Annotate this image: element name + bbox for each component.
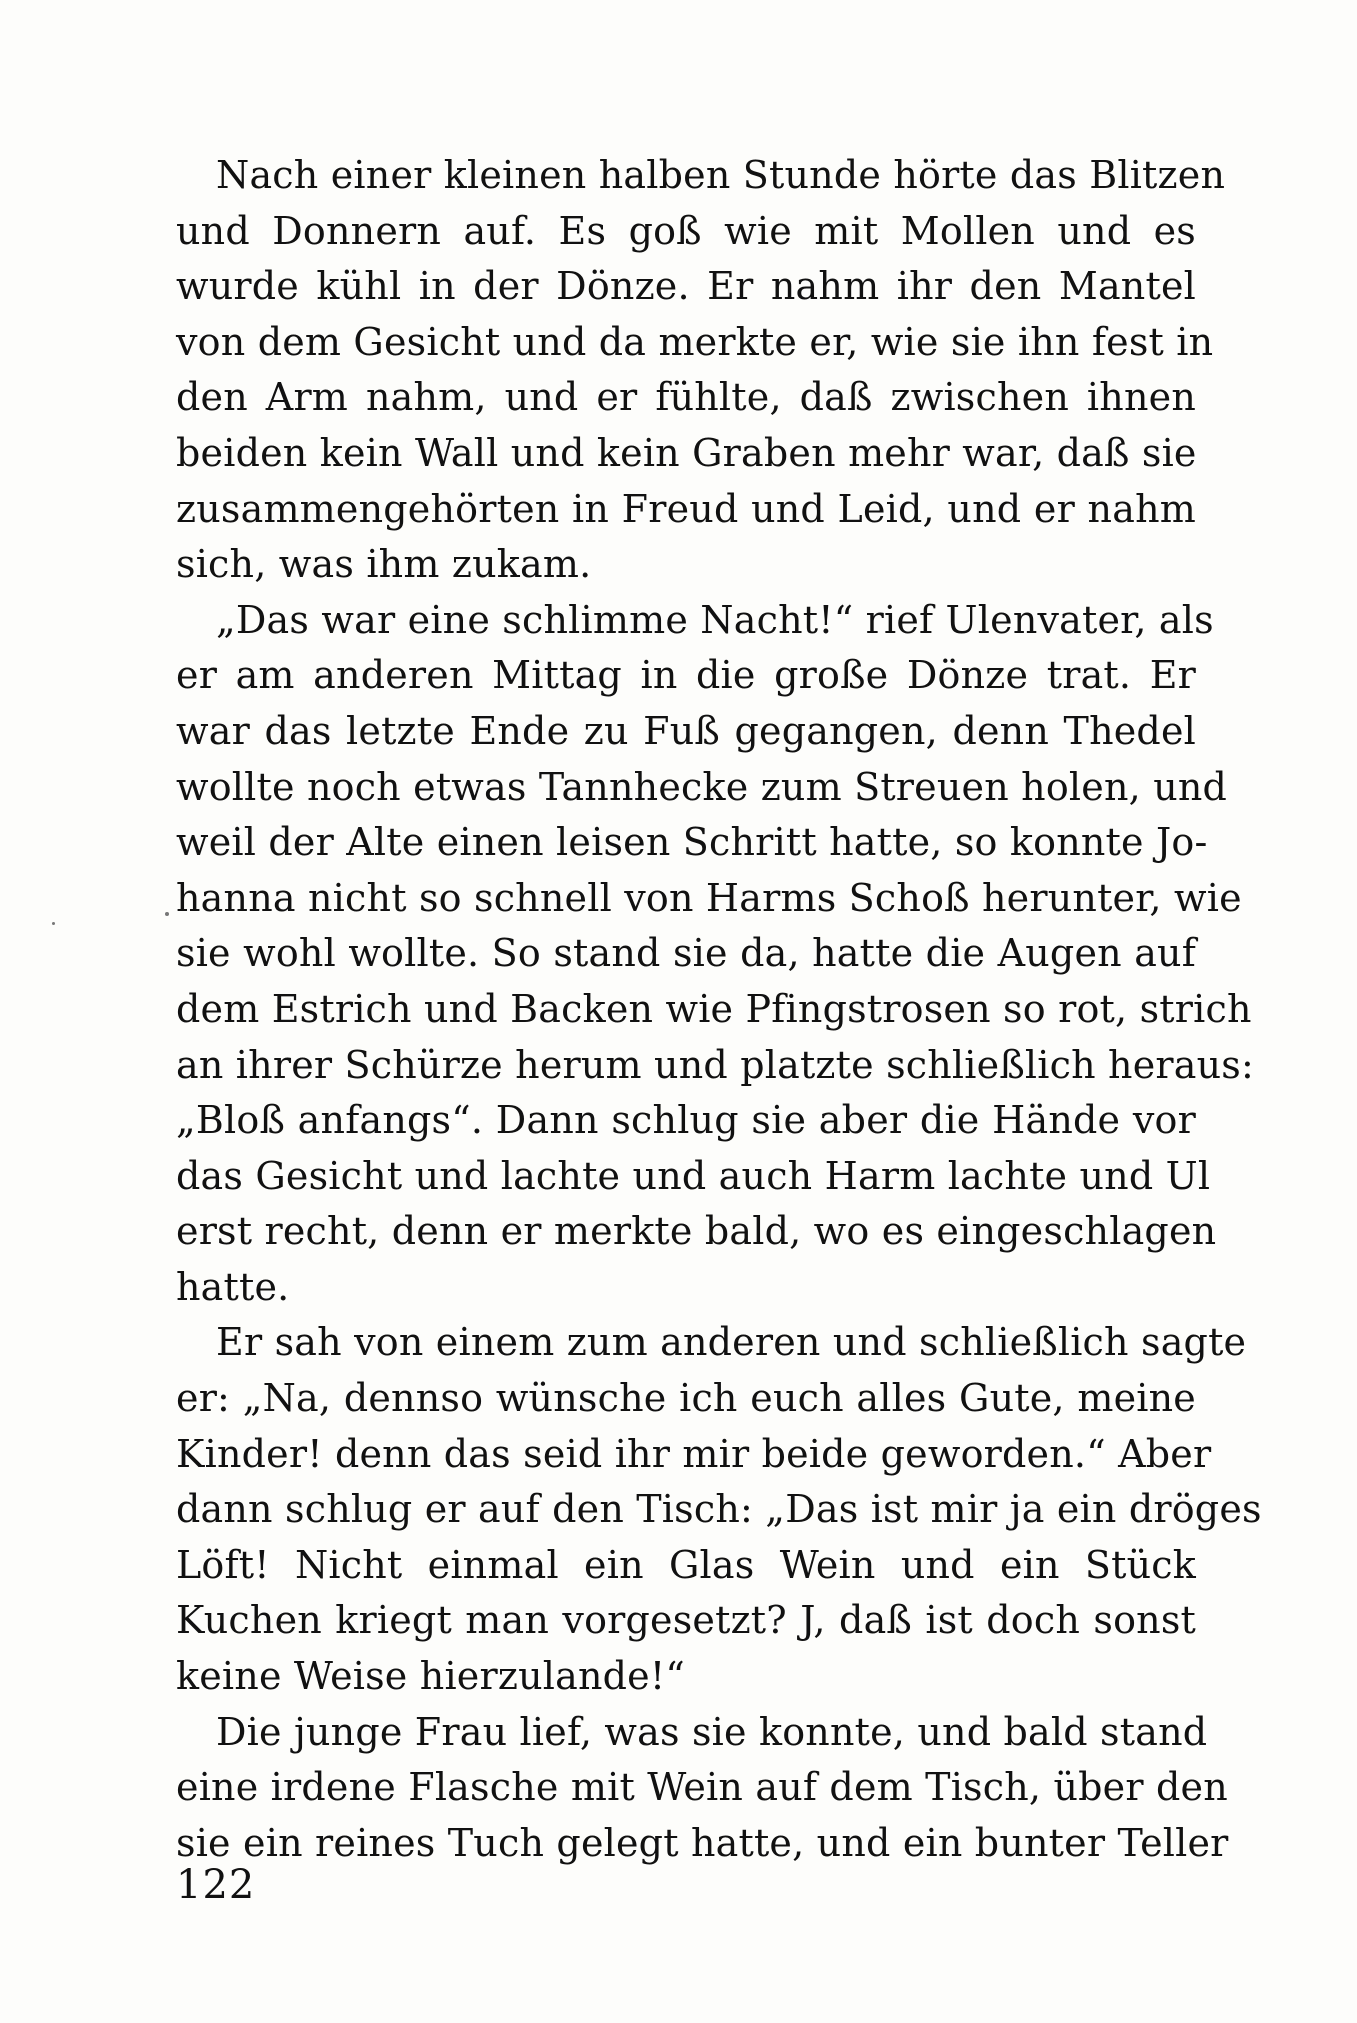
text-line: hatte.: [176, 1264, 290, 1309]
text-line: sie wohl wollte. So stand sie da, hatte die Augen auf: [176, 931, 1196, 976]
page-number: 122: [176, 1862, 256, 1908]
text-line: an ihrer Schürze herum und platzte schließlich heraus:: [176, 1042, 1255, 1087]
text-line: beiden kein Wall und kein Graben mehr war, daß sie: [176, 430, 1197, 475]
text-line: Löft! Nicht einmal ein Glas Wein und ein Stück: [176, 1542, 1196, 1587]
text-line: dann schlug er auf den Tisch: „Das ist mir ja ein dröges: [176, 1487, 1262, 1532]
text-line: erst recht, denn er merkte bald, wo es eingeschlagen: [176, 1209, 1217, 1254]
text-line: Nach einer kleinen halben Stunde hörte das Blitzen: [216, 153, 1226, 197]
text-line: wollte noch etwas Tannhecke zum Streuen holen, und: [176, 764, 1228, 809]
text-line: dem Estrich und Backen wie Pfingstrosen so rot, strich: [176, 986, 1252, 1031]
text-line: sich, was ihm zukam.: [176, 542, 592, 587]
text-line: Er sah von einem zum anderen und schließlich sagte: [216, 1320, 1247, 1365]
paper-speck: [165, 912, 169, 916]
text-line: weil der Alte einen leisen Schritt hatte, so konnte Jo-: [176, 820, 1208, 865]
text-line: eine irdene Flasche mit Wein auf dem Tisch, über den: [176, 1765, 1228, 1810]
text-line: er: „Na, dennso wünsche ich euch alles Gute, meine: [176, 1376, 1196, 1421]
text-line: das Gesicht und lachte und auch Harm lachte und Ul: [176, 1153, 1211, 1198]
text-line: Die junge Frau lief, was sie konnte, und bald stand: [216, 1709, 1208, 1754]
paragraph-4: [176, 1705, 1229, 1872]
text-line: „Das war eine schlimme Nacht!“ rief Ulenvater, als: [216, 597, 1214, 642]
text-line: hanna nicht so schnell von Harms Schoß herunter, wie: [176, 875, 1242, 920]
paragraph-2: [176, 593, 1255, 1316]
text-line: keine Weise hierzulande!“: [176, 1654, 685, 1699]
text-line: war das letzte Ende zu Fuß gegangen, denn Thedel: [176, 708, 1196, 753]
paragraph-3: [176, 1315, 1262, 1704]
text-line: zusammengehörten in Freud und Leid, und er nahm: [176, 486, 1196, 531]
text-line: Kuchen kriegt man vorgesetzt? J, daß ist doch sonst: [176, 1598, 1196, 1643]
text-line: den Arm nahm, und er fühlte, daß zwischen ihnen: [176, 375, 1196, 420]
body-text: [176, 148, 1262, 1871]
paragraph-1: [176, 148, 1226, 593]
text-line: sie ein reines Tuch gelegt hatte, und ein bunter Teller: [176, 1820, 1229, 1865]
text-line: Kinder! denn das seid ihr mir beide geworden.“ Aber: [176, 1431, 1212, 1476]
text-line: er am anderen Mittag in die große Dönze trat. Er: [176, 653, 1196, 698]
text-line: von dem Gesicht und da merkte er, wie sie ihn fest in: [176, 319, 1214, 364]
paper-speck: [52, 922, 55, 925]
text-line: wurde kühl in der Dönze. Er nahm ihr den Mantel: [176, 264, 1196, 309]
text-line: „Bloß anfangs“. Dann schlug sie aber die Hände vor: [176, 1098, 1196, 1143]
text-line: und Donnern auf. Es goß wie mit Mollen und es: [176, 208, 1196, 253]
